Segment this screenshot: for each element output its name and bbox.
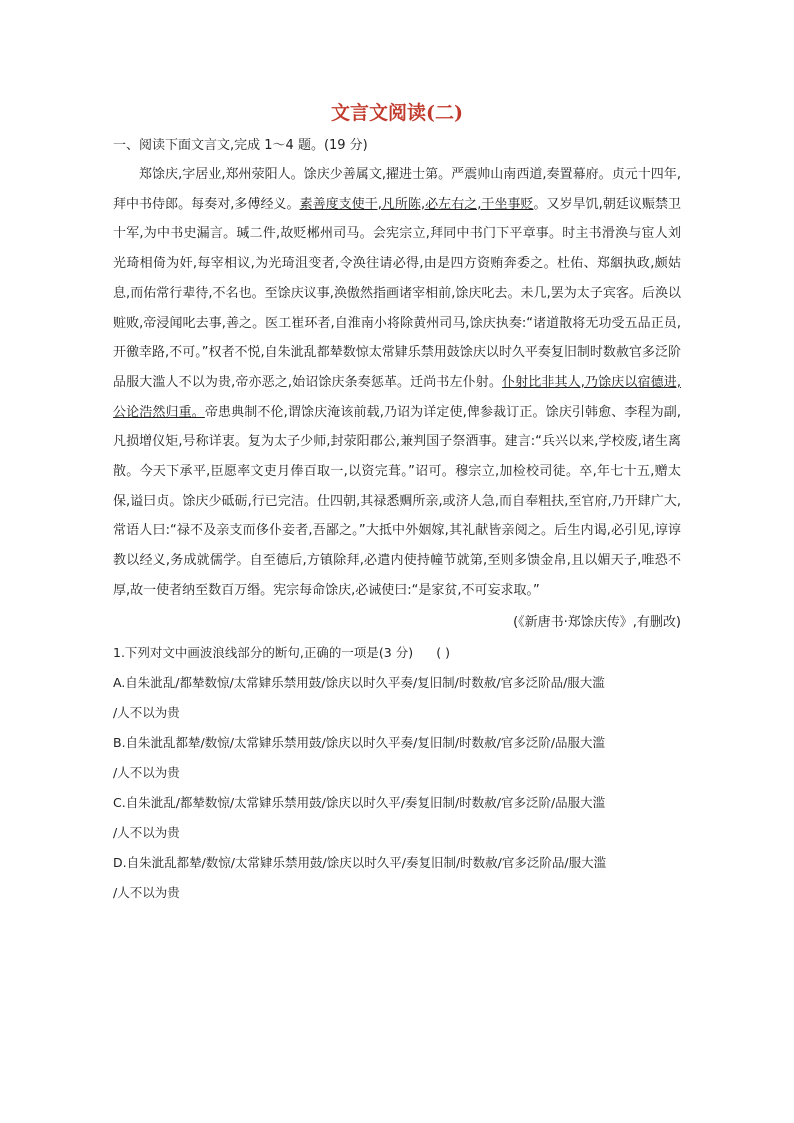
option-d-line-1: D.自朱泚乱都辇/数惊/太常肄乐禁用鼓/馀庆以时久平/奏复旧制/时数赦/官多泛阶品/服大滥	[113, 854, 607, 870]
underlined-sentence-2: 仆射比非其人,乃馀庆以宿德进,公论浩然归重。	[113, 374, 682, 420]
question-1-stem	[113, 638, 681, 668]
passage-part-1: 郑馀庆,字居业,郑州荥阳人。馀庆少善属文,擢进士第。严震帅山南西道,奏置幕府。贞元十四年,拜中书侍郎。每奏对,多傅经义。	[113, 167, 681, 212]
passage-part-2: 。又岁旱饥,朝廷议赈禁卫十军,为中书史漏言。瑊二件,故贬郴州司马。会宪宗立,拜同中书门下平章事。时主书滑涣与宦人刘光琦相倚为奸,每宰相议,为光琦沮变者,令涣往请必得,由是四方资贿奔委之。杜佑、郑絪执政,颇姑息,而佑常行辈待,不名也。至馀庆议事,涣傲然指画诸宰相前,馀庆叱去。未几,罢为太子宾客。后涣以赃败,帝浸闻叱去事,善之。医工崔环者,自淮南小将除黄州司马,馀庆执奏:“诸道散将无功受五品正员,开徼幸路,不可。”权者不悦,自朱泚乱都辇数惊太常肄乐禁用鼓馀庆以时久平奏复旧制时数赦官多泛阶品服大滥人不以为贵,帝亦恶之,始诏馀庆条奏惩革。迁尚书左仆射。	[113, 196, 681, 390]
option-b-line-2: /人不以为贵	[113, 764, 180, 780]
passage-part-3: 帝患典制不伦,谓馀庆淹该前载,乃诏为详定使,俾参裁订正。馀庆引韩愈、李程为副,凡损增仪矩,号称详衷。复为太子少师,封荥阳郡公,兼判国子祭酒事。建言:“兵兴以来,学校废,诸生离散。今天下承平,臣愿率文吏月俸百取一,以资完葺。”诏可。穆宗立,加检校司徒。卒,年七十五,赠太保,谥曰贞。馀庆少砥砺,行已完洁。仕四朝,其禄悉赒所亲,或济人急,而自奉粗扶,至官府,乃开肆广大,常语人曰:“禄不及亲支而侈仆妾者,吾鄙之。”大抵中外姻嫁,其礼献皆亲阅之。后生内谒,必引见,谆谆教以经义,务成就儒学。自至德后,方镇除拜,必遣内使持幢节就第,至则多馈金帛,且以媚天子,唯恐不厚,故一使者纳至数百万缗。宪宗每命馀庆,必诫使曰:“是家贫,不可妄求取。”	[113, 404, 681, 598]
option-a-line-2: /人不以为贵	[113, 704, 180, 720]
option-d-line-2: /人不以为贵	[113, 884, 180, 900]
section-intro: 一、阅读下面文言文,完成 1～4 题。(19 分)	[113, 138, 368, 153]
underlined-sentence-1: 素善度支使干,凡所陈,必左右之,干坐事贬	[299, 196, 534, 212]
passage-source: (《新唐书·郑馀庆传》,有删改)	[513, 614, 681, 630]
document-title: 文言文阅读(二)	[331, 102, 463, 124]
question-1-text: 1.下列对文中画波浪线部分的断句,正确的一项是(3 分)	[113, 644, 414, 660]
answer-blank: ( )	[436, 644, 450, 660]
option-b-line-1: B.自朱泚乱都辇/数惊/太常肄乐禁用鼓/馀庆以时久平奏/复旧制/时数赦/官多泛阶/品服大滥	[113, 734, 606, 750]
option-a-line-1: A.自朱泚乱/都辇数惊/太常肄乐禁用鼓/馀庆以时久平奏/复旧制/时数赦/官多泛阶品/服大滥	[113, 674, 605, 690]
classical-passage	[113, 160, 681, 606]
option-c-line-1: C.自朱泚乱/都辇数惊/太常肄乐禁用鼓/馀庆以时久平/奏复旧制/时数赦/官多泛阶/品服大滥	[113, 794, 606, 810]
option-c-line-2: /人不以为贵	[113, 824, 180, 840]
page-content	[113, 100, 681, 908]
